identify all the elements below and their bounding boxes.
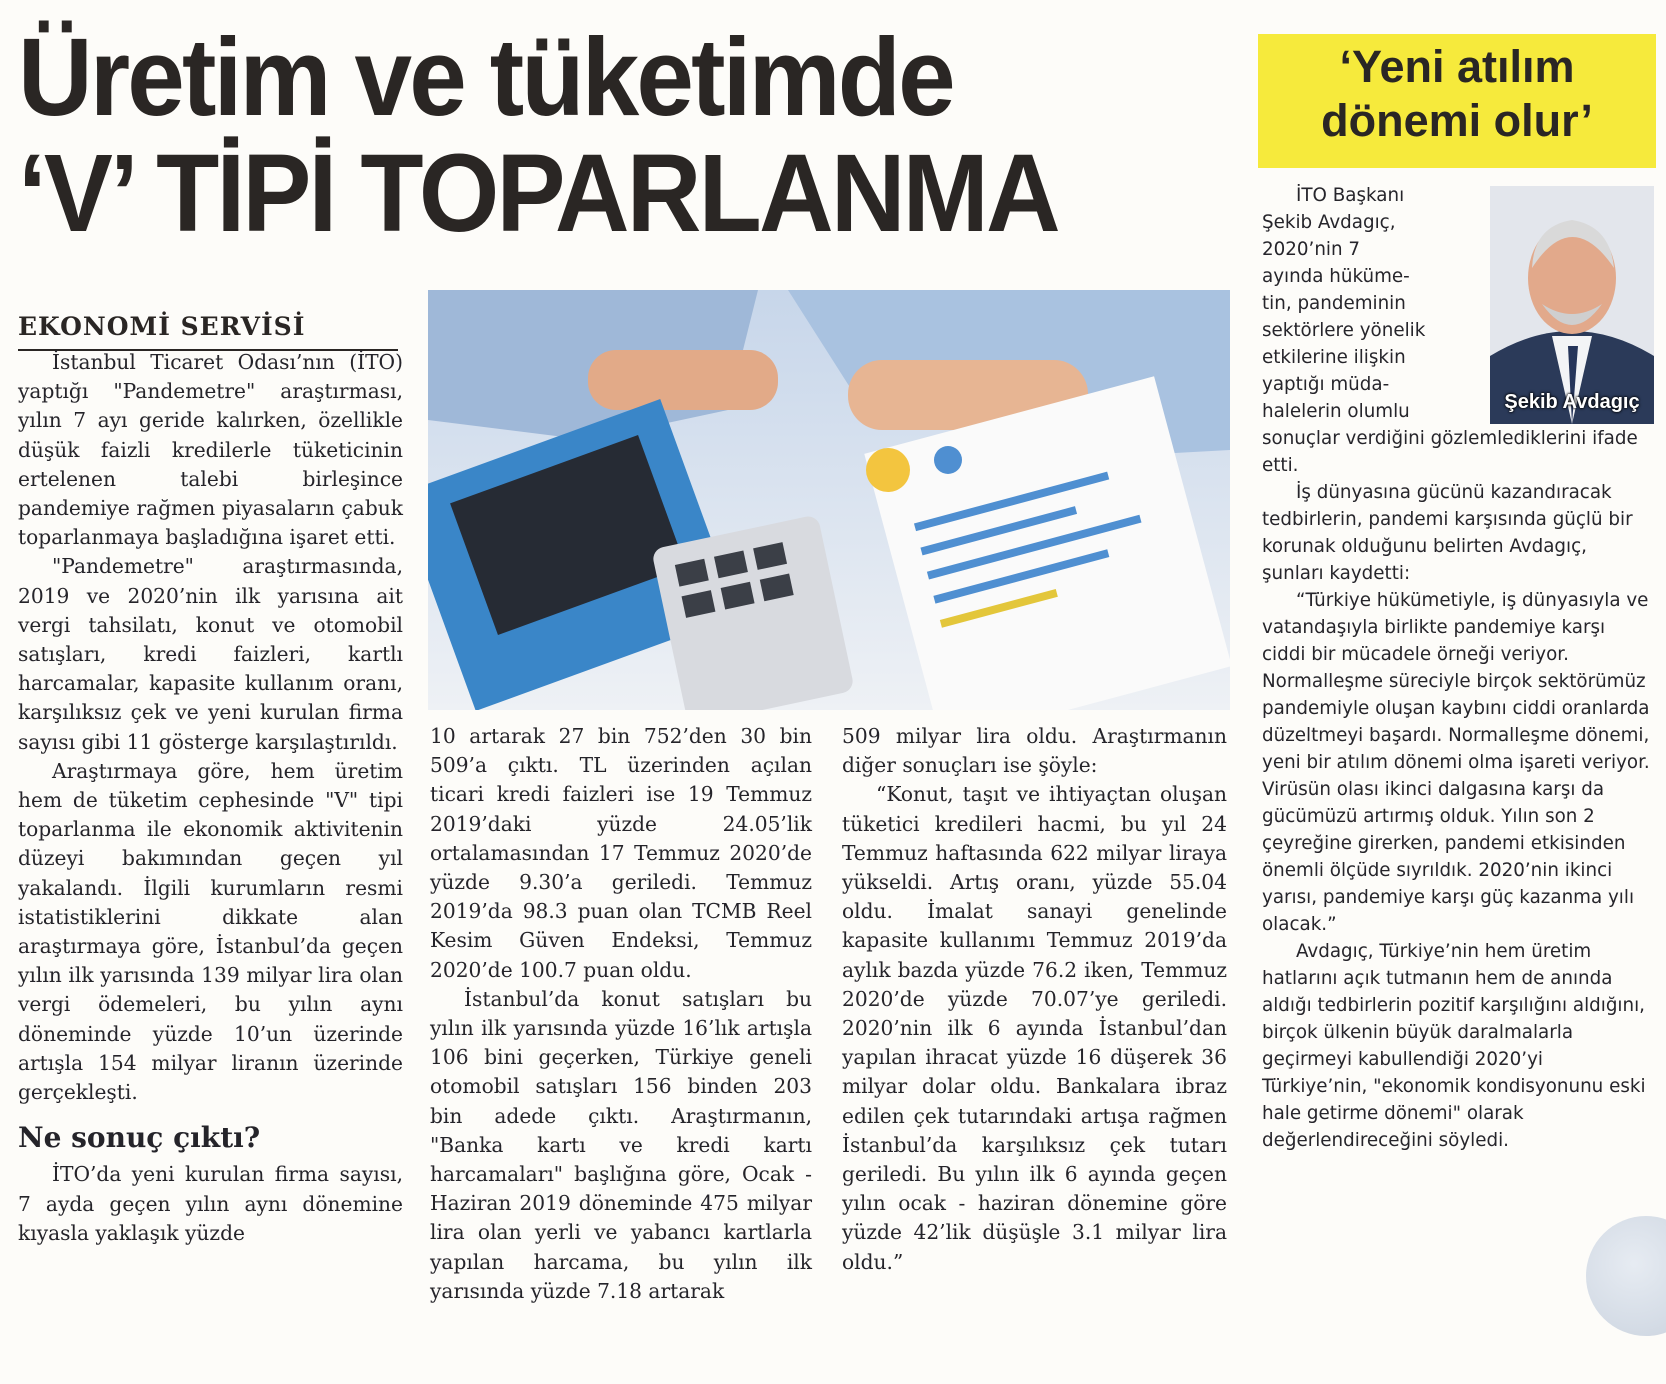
sidebar-paragraph: İş dünyasına gücünü kazandıracak tedbirlerin, pandemi karşısında güçlü bir korunak olduğunu belirten Avdagıç, şunları kaydetti: bbox=[1262, 482, 1633, 584]
sidebar-intro-line: 2020’nin 7 bbox=[1262, 239, 1361, 260]
sidebar-intro-line: yaptığı müda- bbox=[1262, 374, 1390, 395]
sidebar-intro-line: Şekib Avdagıç, bbox=[1262, 212, 1396, 233]
subheading: Ne sonuç çıktı? bbox=[18, 1121, 261, 1155]
sidebar-intro-line: İTO Başkanı bbox=[1296, 185, 1405, 206]
photo-caption: Şekib Avdagıç bbox=[1504, 391, 1640, 413]
sidebar-intro-line: tin, pandeminin bbox=[1262, 293, 1406, 314]
article-column-2 bbox=[430, 722, 812, 1306]
paragraph: İstanbul Ticaret Odası’nın (İTO) yaptığı "Pandemetre" araştırması, yılın 7 ayı geride kalırken, özellikle düşük faizli kredilerle tüketicinin ertelenen talebi birleşince pandemiye rağmen piyasaların çabuk toparlanmaya başladığına işaret etti. bbox=[18, 350, 403, 550]
paragraph: “Konut, taşıt ve ihtiyaçtan oluşan tüketici kredileri hacmi, bu yıl 24 Temmuz haftasında 622 milyar liraya yükseldi. Artış oranı, yüzde 55.04 oldu. İmalat sanayi genelinde kapasite kullanımı Temmuz 2019’da aylık bazda yüzde 76.2 iken, Temmuz 2020’de yüzde 70.07’ye geriledi. 2020’nin ilk 6 ayında İstanbul’dan yapılan ihracat yüzde 16 düşerek 36 milyar dolar oldu. Bankalara ibraz edilen çek tutarındaki artışa rağmen İstanbul’da karşılıksız çek tutarı geriledi. Bu yılın ilk 6 ayında geçen yılın ocak - haziran dönemine göre yüzde 42’lik düşüşle 3.1 milyar lira oldu.” bbox=[842, 782, 1227, 1274]
sidebar-intro-line: ayında hüküme- bbox=[1262, 266, 1410, 287]
byline: EKONOMİ SERVİSİ bbox=[18, 312, 398, 351]
sidebar-title-line-2: dönemi olur’ bbox=[1321, 95, 1593, 146]
paragraph: "Pandemetre" araştırmasında, 2019 ve 2020’nin ilk yarısına ait vergi tahsilatı, konut ve otomobil satışları, kredi faizleri, kartlı harcamalar, kapasite kullanım oranı, karşılıksız çek ve yeni kurulan firma sayısı gibi 11 gösterge karşılaştırıldı. bbox=[18, 554, 403, 754]
sidebar-paragraph: Avdagıç, Türkiye’nin hem üretim hatlarını açık tutmanın hem de anında aldığı tedbirlerin pozitif karşılığını aldığını, birçok ülkenin büyük daralmalarla geçirmeyi kabullendiği 2020’yi Türkiye’nin, "ekonomik kondisyonunu eski hale getirme dönemi" olarak değerlendireceğini söyledi. bbox=[1262, 941, 1646, 1151]
sidebar-paragraph: sonuçlar verdiğini gözlemlediklerini ifade etti. bbox=[1262, 428, 1638, 476]
archive-stamp bbox=[1586, 1216, 1666, 1336]
article-column-1 bbox=[18, 348, 403, 1248]
article-column-3 bbox=[842, 722, 1227, 1277]
sidebar-intro-line: sektörlere yönelik bbox=[1262, 320, 1426, 341]
business-desk-photo bbox=[428, 290, 1230, 710]
paragraph: Araştırmaya göre, hem üretim hem de tüketim cephesinde "V" tipi toparlanma ile ekonomik aktivitenin düzeyi bakımından geçen yıl yakalandı. İlgili kurumların resmi istatistiklerini dikkate alan araştırmaya göre, İstanbul’da geçen yılın ilk yarısında 139 milyar lira olan vergi ödemeleri, bu yılın aynı döneminde yüzde 10’un üzerinde artışla 154 milyar liranın üzerinde gerçekleşti. bbox=[18, 758, 403, 1105]
headline-line-2: ‘V’ TİPİ TOPARLANMA bbox=[18, 132, 1058, 255]
sidebar-column bbox=[1262, 182, 1652, 1154]
paragraph: 509 milyar lira oldu. Araştırmanın diğer sonuçları ise şöyle: bbox=[842, 724, 1227, 778]
paragraph: 10 artarak 27 bin 752’den 30 bin 509’a çıktı. TL üzerinden açılan ticari kredi faizleri ise 19 Temmuz 2019’daki yüzde 24.05’lik ortalamasından 17 Temmuz 2020’de yüzde 9.30’a geriledi. Temmuz 2019’da 98.3 puan olan TCMB Reel Kesim Güven Endeksi, Temmuz 2020’de 100.7 puan oldu. bbox=[430, 724, 812, 982]
sidebar-intro-line: etkilerine ilişkin bbox=[1262, 347, 1406, 368]
sidebar-title bbox=[1258, 34, 1656, 168]
sidebar-intro-line: halelerin olumlu bbox=[1262, 401, 1410, 422]
paragraph: İstanbul’da konut satışları bu yılın ilk yarısında yüzde 16’lık artışla 106 bini geçerken, Türkiye geneli otomobil satışları 156 binden 203 bin adede çıktı. Araştırmanın, "Banka kartı ve kredi kartı harcamaları" başlığına göre, Ocak - Haziran 2019 döneminde 475 milyar lira olan yerli ve yabancı kartlarla yapılan harcama, bu yılın ilk yarısında yüzde 7.18 artarak bbox=[430, 986, 812, 1303]
headline bbox=[18, 16, 1094, 255]
paragraph: İTO’da yeni kurulan firma sayısı, 7 ayda geçen yılın aynı dönemine kıyasla yaklaşık yüzde bbox=[18, 1162, 403, 1245]
sidebar-title-line-1: ‘Yeni atılım bbox=[1339, 41, 1575, 92]
sidebar-paragraph: “Türkiye hükümetiyle, iş dünyasıyla ve vatandaşıyla birlikte pandemiye karşı ciddi bir mücadele örneği veriyor. Normalleşme süreciyle birçok sektörümüz pandemiyle oluşan kaybını ciddi oranlarda düzeltmeyi başardı. Normalleşme dönemi, yeni bir atılım dönemi olma işareti veriyor. Virüsün olası ikinci dalgasına karşı da gücümüzü artırmış olduk. Yılın son 2 çeyreğine girerken, pandemi etkisinden önemli ölçüde sıyrıldık. 2020’nin ikinci yarısı, pandemiye karşı güç kazanma yılı olacak.” bbox=[1262, 590, 1650, 935]
headline-line-1: Üretim ve tüketimde bbox=[18, 16, 953, 139]
